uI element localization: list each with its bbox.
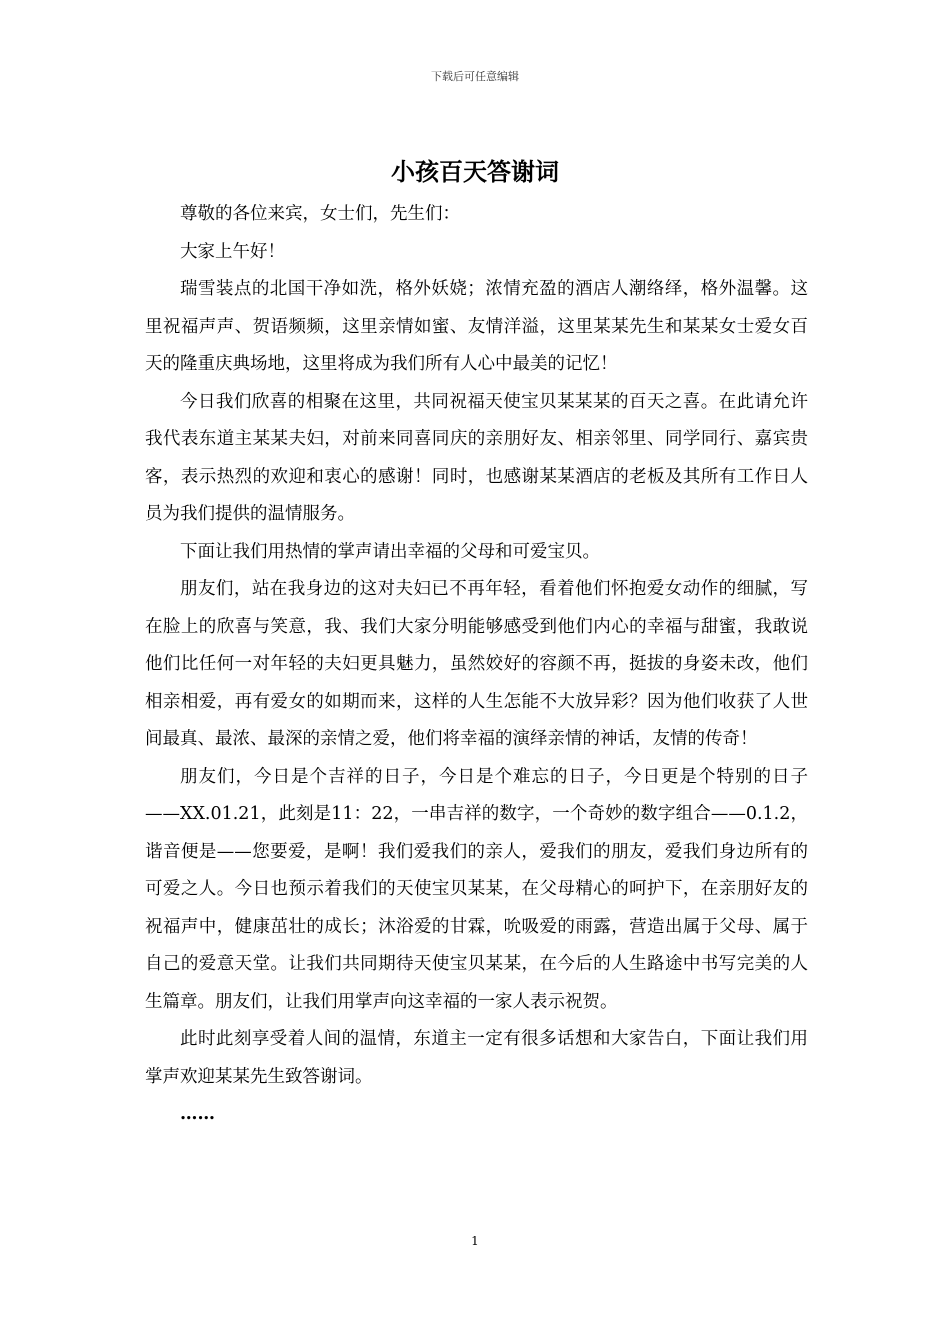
page-title: 小孩百天答谢词 (391, 157, 559, 186)
body-paragraph: 此时此刻享受着人间的温情，东道主一定有很多话想和大家告白，下面让我们用掌声欢迎某某先生致答谢词。 (145, 1029, 808, 1087)
header-note: 下载后可任意编辑 (431, 70, 519, 83)
ellipsis-marker: …… (180, 1104, 215, 1124)
body-paragraph: 朋友们，站在我身边的这对夫妇已不再年轻，看着他们怀抱爱女动作的细腻，写在脸上的欣喜与笑意，我、我们大家分明能够感受到他们内心的幸福与甜蜜，我敢说他们比任何一对年轻的夫妇更具魅力，虽然姣好的容颜不再，挺拔的身姿未改，他们相亲相爱，再有爱女的如期而来，这样的人生怎能不大放异彩？因为他们收获了人世间最真、最浓、最深的亲情之爱，他们将幸福的演绎亲情的神话，友情的传奇！ (145, 579, 808, 749)
document-body (145, 196, 808, 1134)
body-paragraph: 朋友们，今日是个吉祥的日子，今日是个难忘的日子，今日更是个特别的日子——XX.01.21，此刻是11：22，一串吉祥的数字，一个奇妙的数字组合——0.1.2，谐音便是——您要爱，是啊！我们爱我们的亲人，爱我们的朋友，爱我们身边所有的可爱之人。今日也预示着我们的天使宝贝某某，在父母精心的呵护下，在亲朋好友的祝福声中，健康茁壮的成长；沐浴爱的甘霖，吮吸爱的雨露，营造出属于父母、属于自己的爱意天堂。让我们共同期待天使宝贝某某，在今后的人生路途中书写完美的人生篇章。朋友们，让我们用掌声向这幸福的一家人表示祝贺。 (145, 766, 808, 1012)
body-paragraph: 瑞雪装点的北国干净如洗，格外妖娆；浓情充盈的酒店人潮络绎，格外温馨。这里祝福声声、贺语频频，这里亲情如蜜、友情洋溢，这里某某先生和某某女士爱女百天的隆重庆典场地，这里将成为我们所有人心中最美的记忆！ (145, 279, 808, 374)
body-paragraph: 下面让我们用热情的掌声请出幸福的父母和可爱宝贝。 (180, 541, 600, 562)
greeting-paragraph: 大家上午好！ (180, 241, 285, 262)
page-number: 1 (471, 1234, 479, 1248)
salutation-paragraph: 尊敬的各位来宾，女士们，先生们： (180, 204, 460, 224)
body-paragraph: 今日我们欣喜的相聚在这里，共同祝福天使宝贝某某某的百天之喜。在此请允许我代表东道主某某夫妇，对前来同喜同庆的亲朋好友、相亲邻里、同学同行、嘉宾贵客，表示热烈的欢迎和衷心的感谢！同时，也感谢某某酒店的老板及其所有工作日人员为我们提供的温情服务。 (145, 391, 808, 524)
